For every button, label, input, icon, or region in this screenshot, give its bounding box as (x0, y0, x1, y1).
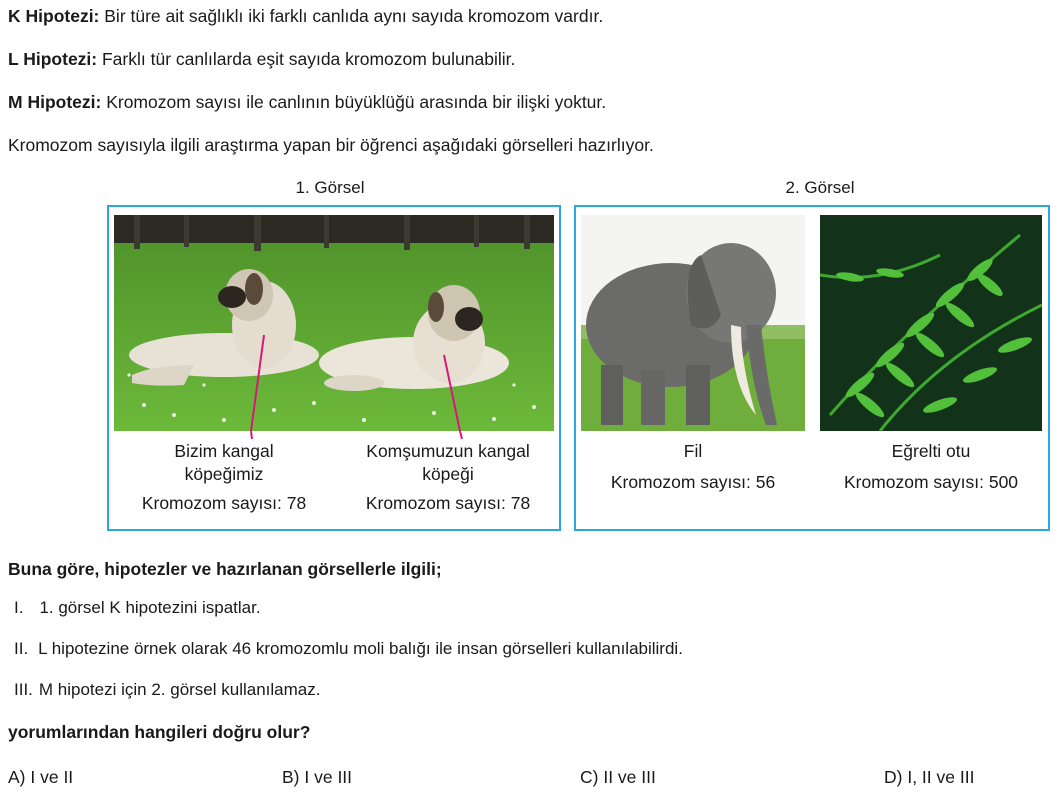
fern-name: Eğrelti otu (891, 441, 971, 461)
hypothesis-m-text: Kromozom sayısı ile canlının büyüklüğü arasında bir ilişki yoktur. (101, 92, 607, 112)
dog1-count: Kromozom sayısı: 78 (141, 493, 307, 513)
statement-2-num: II. (14, 639, 29, 658)
dog1-name-line1: Bizim kangal (174, 441, 274, 461)
question-lead: Buna göre, hipotezler ve hazırlanan görsellerle ilgili; (8, 559, 442, 579)
option-b-text: I ve III (304, 767, 353, 787)
hypothesis-l (8, 49, 515, 70)
statement-3-text: M hipotezi için 2. görsel kullanılamaz. (38, 680, 321, 699)
fern-label (816, 440, 1046, 494)
hypothesis-l-text: Farklı tür canlılarda eşit sayıda kromozom bulunabilir. (97, 49, 516, 69)
statement-2-text: L hipotezine örnek olarak 46 kromozomlu moli balığı ile insan görselleri kullanılabilirdi. (38, 639, 683, 658)
option-a-letter: A) (8, 767, 26, 787)
elephant-count: Kromozom sayısı: 56 (610, 472, 776, 492)
statement-3-num: III. (14, 680, 33, 699)
pointer-lines (109, 431, 559, 439)
dog2-count: Kromozom sayısı: 78 (365, 493, 531, 513)
option-a[interactable] (8, 767, 73, 788)
hypothesis-m-name: M Hipotezi: (8, 92, 102, 112)
elephant-label (581, 440, 805, 494)
statement-3 (14, 680, 320, 700)
statement-2 (14, 639, 683, 659)
hypothesis-k-name: K Hipotezi: (8, 6, 100, 26)
figure2-panel (574, 205, 1050, 531)
dogs-photo (114, 215, 554, 431)
hypothesis-k-text: Bir türe ait sağlıklı iki farklı canlıda aynı sayıda kromozom vardır. (99, 6, 604, 26)
dog2-name-line2: köpeği (422, 464, 474, 484)
option-c-letter: C) (580, 767, 599, 787)
option-c[interactable] (580, 767, 656, 788)
fern-count: Kromozom sayısı: 500 (843, 472, 1019, 492)
elephant-image (581, 215, 805, 431)
option-b-letter: B) (282, 767, 300, 787)
option-c-text: II ve III (603, 767, 656, 787)
elephant-photo (581, 215, 805, 431)
option-a-text: I ve II (30, 767, 74, 787)
fern-photo (820, 215, 1042, 431)
statement-1-num: I. (14, 598, 24, 617)
dog2-name-line1: Komşumuzun kangal (366, 441, 530, 461)
dog2-label (339, 440, 557, 515)
statement-1 (14, 598, 261, 618)
hypothesis-l-name: L Hipotezi: (8, 49, 98, 69)
dog1-name-line2: köpeğimiz (184, 464, 264, 484)
option-d-text: I, II ve III (907, 767, 975, 787)
hypothesis-k (8, 6, 603, 27)
figure1-panel (107, 205, 561, 531)
question-prompt: yorumlarından hangileri doğru olur? (8, 722, 311, 742)
option-d[interactable] (884, 767, 974, 788)
option-d-letter: D) (884, 767, 903, 787)
figure2-caption: 2. Görsel (785, 178, 855, 197)
fern-image (820, 215, 1042, 431)
statement-1-text: 1. görsel K hipotezini ispatlar. (39, 598, 261, 617)
elephant-name: Fil (683, 441, 703, 461)
dogs-image (114, 215, 554, 431)
hypothesis-m (8, 92, 606, 113)
option-b[interactable] (282, 767, 352, 788)
intro-text: Kromozom sayısıyla ilgili araştırma yapan bir öğrenci aşağıdaki görselleri hazırlıyor. (8, 135, 654, 155)
dog1-label (114, 440, 334, 515)
figure1-caption: 1. Görsel (295, 178, 365, 197)
